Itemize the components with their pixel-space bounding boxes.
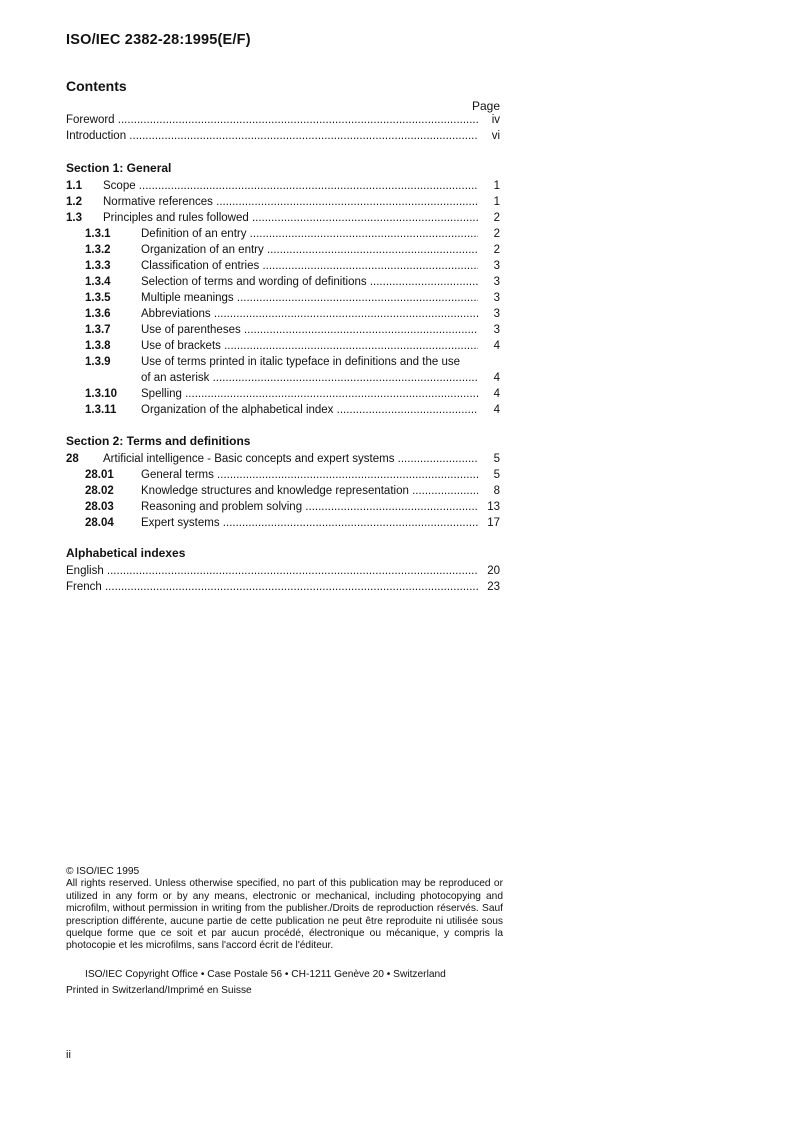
section-2-heading: Section 2: Terms and definitions [66, 434, 251, 448]
toc-page-number: 3 [493, 324, 500, 336]
toc-page-number: 3 [493, 260, 500, 272]
copyright-office-address: ISO/IEC Copyright Office • Case Postale 56 • CH-1211 Genève 20 • Switzerland [85, 969, 446, 980]
toc-entry-title: of an asterisk ..... [141, 370, 478, 386]
toc-row-1-3-3 [66, 258, 500, 274]
toc-page-number: 8 [493, 485, 500, 497]
toc-page-number: 5 [493, 469, 500, 481]
indexes-heading: Alphabetical indexes [66, 546, 186, 560]
toc-entry-number: 1.3.5 [85, 292, 111, 304]
toc-entry-title: Artificial intelligence - Basic concepts and expert systems ..... [103, 451, 478, 467]
toc-entry-title: Principles and rules followed ..... [103, 210, 478, 226]
toc-entry-title: English ..... [66, 563, 478, 579]
toc-page-number: iv [491, 114, 500, 126]
toc-entry-title: Use of parentheses ..... [141, 322, 478, 338]
toc-row-1-2 [66, 194, 500, 210]
toc-row-28-04 [66, 515, 500, 531]
toc-row-28-01 [66, 467, 500, 483]
toc-page-number: 4 [493, 372, 500, 384]
toc-entry-number: 28.02 [85, 485, 114, 497]
toc-page-number: 1 [493, 180, 500, 192]
toc-entry-title: Reasoning and problem solving ..... [141, 499, 478, 515]
toc-row-1-3-9-line2 [66, 370, 500, 386]
toc-entry-number: 1.3.1 [85, 228, 111, 240]
toc-entry-number: 1.3.7 [85, 324, 111, 336]
toc-entry-title: Foreword ..... [66, 112, 478, 128]
document-header: ISO/IEC 2382-28:1995(E/F) [66, 32, 251, 48]
toc-entry-title: Introduction ..... [66, 128, 478, 144]
toc-row-1-3 [66, 210, 500, 226]
toc-entry-number: 1.3.11 [85, 404, 117, 416]
toc-row-28-03 [66, 499, 500, 515]
toc-entry-title: Organization of the alphabetical index ..... [141, 402, 478, 418]
toc-entry-title: Definition of an entry ..... [141, 226, 478, 242]
toc-page-number: 5 [493, 453, 500, 465]
toc-entry-title: Classification of entries ..... [141, 258, 478, 274]
toc-row-1-3-6 [66, 306, 500, 322]
toc-entry-title: Expert systems ..... [141, 515, 478, 531]
toc-entry-number: 1.3.2 [85, 244, 111, 256]
toc-row-1-3-9-line1 [66, 354, 500, 370]
toc-entry-number: 1.2 [66, 196, 82, 208]
toc-entry-title: General terms ..... [141, 467, 478, 483]
toc-row-1-3-7 [66, 322, 500, 338]
contents-title: Contents [66, 78, 127, 94]
toc-row-1-3-1 [66, 226, 500, 242]
toc-entry-title: Knowledge structures and knowledge representation ..... [141, 483, 478, 499]
toc-entry-title: Multiple meanings ..... [141, 290, 478, 306]
toc-row-1-1 [66, 178, 500, 194]
toc-entry-title: Spelling ..... [141, 386, 478, 402]
toc-entry-number: 28.04 [85, 517, 114, 529]
toc-entry-title: Normative references ..... [103, 194, 478, 210]
toc-entry-number: 28.01 [85, 469, 114, 481]
toc-page-number: 3 [493, 308, 500, 320]
toc-entry-number: 1.3.9 [85, 356, 111, 368]
toc-entry-title: French ..... [66, 579, 478, 595]
toc-row-1-3-10 [66, 386, 500, 402]
page-number: ii [66, 1049, 71, 1061]
toc-row-introduction [66, 128, 500, 144]
copyright-body: All rights reserved. Unless otherwise specified, no part of this publication may be reproduced or utilized in any form or by any means, electronic or mechanical, including photocopying and microfilm, without permission in writing from the publisher./Droits de reproduction réservés. Sauf prescription différente, aucune partie de cette publication ne peut être reproduite ni utilisée sous quelque forme que ce soit et par aucun procédé, électronique ou mécanique, y compris la photocopie et les microfilms, sans l'accord écrit de l'éditeur. [66, 878, 503, 952]
toc-page-number: vi [491, 130, 500, 142]
toc-row-index-french [66, 579, 500, 595]
toc-row-1-3-11 [66, 402, 500, 418]
toc-page-number: 1 [493, 196, 500, 208]
toc-entry-title: Selection of terms and wording of definitions ..... [141, 274, 478, 290]
toc-entry-title: Organization of an entry ..... [141, 242, 478, 258]
toc-entry-number: 1.3.10 [85, 388, 117, 400]
toc-page-number: 2 [493, 228, 500, 240]
toc-page-number: 2 [493, 212, 500, 224]
toc-entry-title: Use of brackets ..... [141, 338, 478, 354]
section-1-heading: Section 1: General [66, 161, 172, 175]
toc-row-1-3-4 [66, 274, 500, 290]
toc-entry-number: 28.03 [85, 501, 114, 513]
toc-row-1-3-8 [66, 338, 500, 354]
printed-in: Printed in Switzerland/Imprimé en Suisse [66, 985, 252, 996]
toc-row-index-english [66, 563, 500, 579]
toc-page-number: 4 [493, 340, 500, 352]
toc-entry-title: Scope ..... [103, 178, 478, 194]
toc-entry-number: 1.3.8 [85, 340, 111, 352]
toc-row-28-02 [66, 483, 500, 499]
copyright-notice [66, 866, 503, 953]
toc-entry-number: 28 [66, 453, 79, 465]
toc-page-number: 4 [493, 404, 500, 416]
toc-row-1-3-2 [66, 242, 500, 258]
toc-page-number: 4 [493, 388, 500, 400]
toc-entry-number: 1.1 [66, 180, 82, 192]
toc-page-number: 17 [487, 517, 500, 529]
page-column-label: Page [472, 99, 501, 113]
toc-entry-number: 1.3.4 [85, 276, 111, 288]
toc-row-28 [66, 451, 500, 467]
toc-page-number: 23 [487, 581, 500, 593]
toc-page-number: 20 [487, 565, 500, 577]
toc-entry-number: 1.3.6 [85, 308, 111, 320]
toc-entry-title-line1: Use of terms printed in italic typeface in definitions and the use [141, 356, 460, 368]
toc-entry-number: 1.3 [66, 212, 82, 224]
copyright-line: © ISO/IEC 1995 [66, 866, 140, 877]
toc-page-number: 13 [487, 501, 500, 513]
toc-page-number: 3 [493, 292, 500, 304]
toc-row-1-3-5 [66, 290, 500, 306]
toc-row-foreword [66, 112, 500, 128]
toc-entry-number: 1.3.3 [85, 260, 111, 272]
toc-entry-title: Abbreviations ..... [141, 306, 478, 322]
toc-page-number: 3 [493, 276, 500, 288]
toc-page-number: 2 [493, 244, 500, 256]
